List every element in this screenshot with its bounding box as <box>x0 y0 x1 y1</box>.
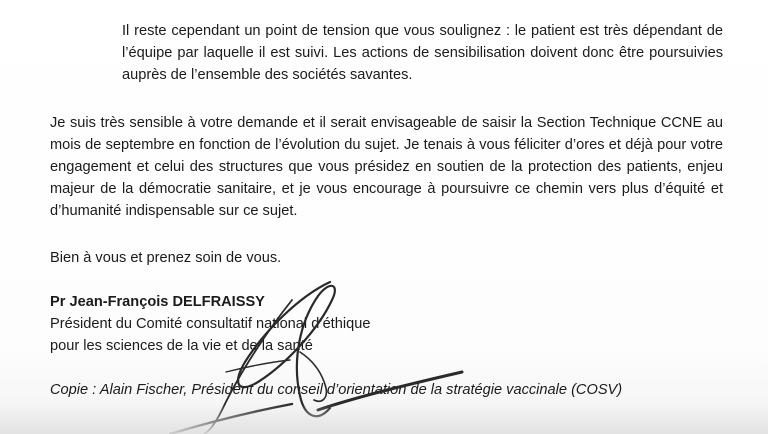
signatory-title-line-1: Président du Comité consultatif national d’éthique <box>50 316 371 332</box>
letter-closing: Bien à vous et prenez soin de vous. <box>50 250 282 266</box>
bottom-edge-shadow <box>0 404 768 434</box>
letter-paragraph-request: Je suis très sensible à votre demande et il serait envisageable de saisir la Section Technique CCNE au mois de septembre en fonction de l’évolution du sujet. Je tenais à vous féliciter d’ores et déjà pour votre engagement et celui des structures que vous présidez en soutien de la protection des patients, enjeu majeur de la démocratie sanitaire, et je vous encourage à poursuivre ce chemin vers plus d’équité et d’humanité indispensable sur ce sujet. <box>50 115 723 219</box>
signatory-title-line-2: pour les sciences de la vie et de la santé <box>50 338 313 354</box>
letter-paragraph-tension: Il reste cependant un point de tension que vous soulignez : le patient est très dépendant de l’équipe par laquelle il est suivi. Les actions de sensibilisation doivent donc être poursuivies auprès de l’ensemble des sociétés savantes. <box>122 23 723 83</box>
signatory-name: Pr Jean-François DELFRAISSY <box>50 294 265 310</box>
copy-recipient-line: Copie : Alain Fischer, Président du conseil d’orientation de la stratégie vaccinale (COSV) <box>50 382 623 398</box>
